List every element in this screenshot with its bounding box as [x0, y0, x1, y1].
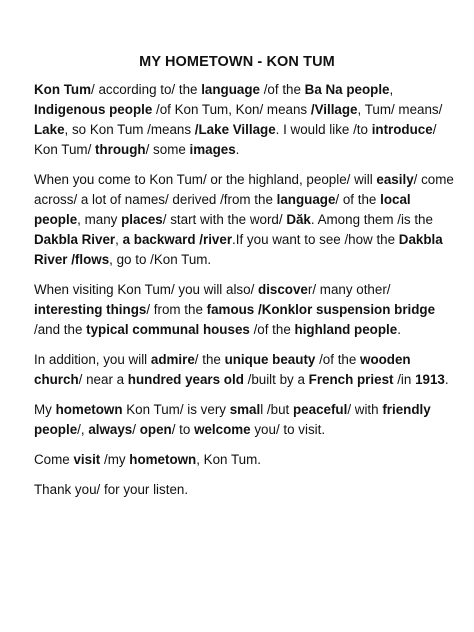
text-run: / come across/ a lot of names/ derived /from the: [34, 172, 454, 207]
text-run: . Among them /is the: [310, 212, 433, 227]
bold-text-run: French priest: [308, 372, 394, 387]
text-run: / to: [171, 422, 195, 437]
bold-text-run: easily: [376, 172, 414, 187]
bold-text-run: Kon Tum: [34, 82, 92, 97]
text-run: .: [235, 142, 240, 157]
text-run: ,: [115, 232, 123, 247]
bold-text-run: visit: [73, 452, 101, 467]
text-run: you/ to visit.: [250, 422, 326, 437]
text-run: When you come to Kon Tum/ or the highland, people/ will: [34, 172, 377, 187]
text-run: / start with the word/: [162, 212, 287, 227]
bold-text-run: introduce: [371, 122, 433, 137]
text-run: .: [444, 372, 449, 387]
text-run: When visiting Kon Tum/ you will also/: [34, 282, 259, 297]
text-run: / of the: [335, 192, 381, 207]
text-run: , go to /Kon Tum.: [109, 252, 212, 267]
paragraph-hometown: [34, 400, 454, 440]
text-run: , so Kon Tum /means: [64, 122, 195, 137]
text-run: /of the: [249, 322, 295, 337]
bold-text-run: Indigenous people: [34, 102, 153, 117]
text-run: /built by a: [243, 372, 309, 387]
bold-text-run: through: [95, 142, 146, 157]
text-run: / Kon Tum/: [34, 122, 437, 157]
bold-text-run: admire: [150, 352, 195, 367]
text-run: Kon Tum/ is very: [122, 402, 230, 417]
document-body: [34, 80, 454, 510]
bold-text-run: places: [121, 212, 163, 227]
text-run: Thank you/ for your listen.: [34, 482, 189, 497]
bold-text-run: discove: [258, 282, 308, 297]
text-run: /of the: [315, 352, 361, 367]
paragraph-attractions: [34, 280, 454, 340]
bold-text-run: Dakbla River /flows: [34, 232, 443, 267]
text-run: , Tum/ means/: [357, 102, 443, 117]
bold-text-run: local people: [34, 192, 411, 227]
bold-text-run: language: [276, 192, 336, 207]
text-run: /of Kon Tum, Kon/ means: [152, 102, 311, 117]
text-run: .If you want to see /how the: [232, 232, 399, 247]
text-run: /and the: [34, 322, 87, 337]
bold-text-run: interesting things: [34, 302, 147, 317]
bold-text-run: hometown: [55, 402, 123, 417]
bold-text-run: images: [189, 142, 236, 157]
text-run: / with: [347, 402, 383, 417]
text-run: Come: [34, 452, 74, 467]
text-run: / according to/ the: [91, 82, 202, 97]
bold-text-run: Dăk: [286, 212, 311, 227]
bold-text-run: a backward: [122, 232, 196, 247]
bold-text-run: Lake: [34, 122, 65, 137]
bold-text-run: famous: [206, 302, 255, 317]
text-run: /: [132, 422, 140, 437]
text-run: / some: [145, 142, 190, 157]
bold-text-run: highland people: [294, 322, 398, 337]
text-run: / the: [194, 352, 225, 367]
bold-text-run: Ba Na people: [304, 82, 390, 97]
document-title: MY HOMETOWN - KON TUM: [139, 54, 335, 70]
bold-text-run: unique beauty: [224, 352, 316, 367]
text-run: r/ many other/: [307, 282, 391, 297]
text-run: .: [397, 322, 401, 337]
bold-text-run: hometown: [129, 452, 197, 467]
bold-text-run: /river: [199, 232, 233, 247]
text-run: ,: [389, 82, 394, 97]
bold-text-run: /Village: [310, 102, 358, 117]
text-run: In addition, you will: [34, 352, 151, 367]
paragraph-intro: [34, 80, 454, 160]
bold-text-run: open: [139, 422, 172, 437]
text-run: / from the: [146, 302, 207, 317]
paragraph-church: [34, 350, 454, 390]
text-run: /my: [100, 452, 130, 467]
text-run: / near a: [78, 372, 128, 387]
text-run: My: [34, 402, 56, 417]
bold-text-run: language: [201, 82, 260, 97]
bold-text-run: welcome: [194, 422, 251, 437]
bold-text-run: friendly people: [34, 402, 431, 437]
text-run: /,: [77, 422, 89, 437]
paragraph-invitation: [34, 450, 454, 470]
text-run: , Kon Tum.: [196, 452, 261, 467]
text-run: /of the: [259, 82, 305, 97]
bold-text-run: typical communal houses: [86, 322, 250, 337]
bold-text-run: Dakbla River: [34, 232, 116, 247]
bold-text-run: hundred years old: [127, 372, 244, 387]
bold-text-run: peaceful: [293, 402, 348, 417]
bold-text-run: /Lake Village: [194, 122, 276, 137]
text-run: l /but: [260, 402, 293, 417]
bold-text-run: wooden church: [34, 352, 411, 387]
text-run: /in: [393, 372, 416, 387]
bold-text-run: /Konklor suspension bridge: [257, 302, 436, 317]
bold-text-run: smal: [229, 402, 261, 417]
bold-text-run: always: [88, 422, 133, 437]
bold-text-run: 1913: [415, 372, 445, 387]
paragraph-names: [34, 170, 454, 270]
text-run: , many: [77, 212, 122, 227]
paragraph-closing: [34, 480, 454, 500]
text-run: . I would like /to: [275, 122, 372, 137]
